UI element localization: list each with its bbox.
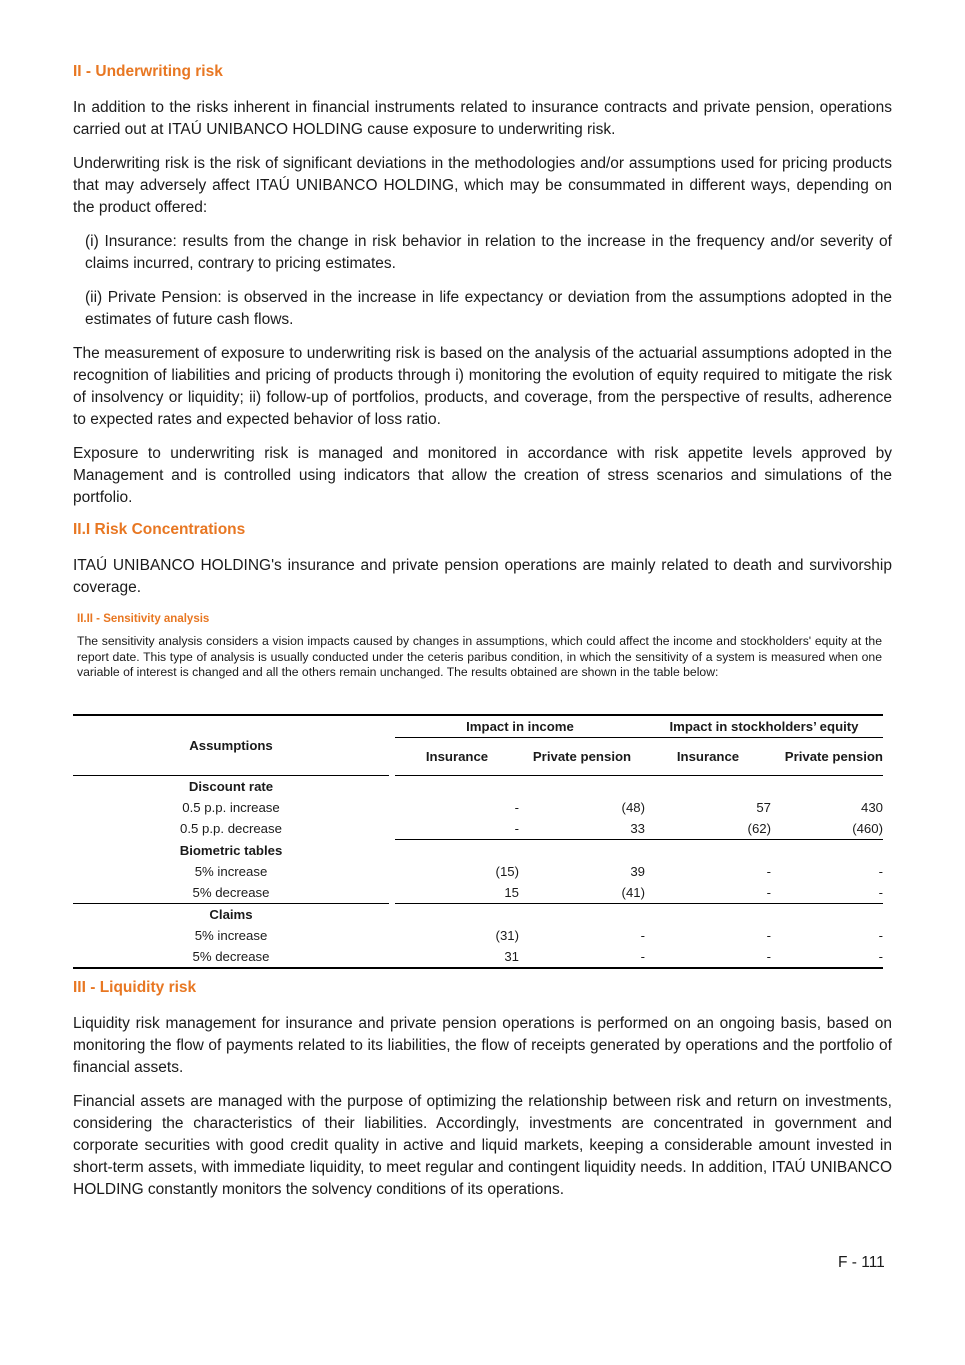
equity-insurance-header: Insurance [645, 738, 771, 776]
table-row [73, 818, 883, 840]
liquidity-paragraph-1: Liquidity risk management for insurance and private pension operations is performed on an ongoing basis, based on monitoring the flow of payments related to its liabilities, the flow of receipts generated by operations and the portfolio of financial assets. [73, 1015, 892, 1076]
cell: - [771, 882, 883, 904]
cell: - [514, 800, 519, 815]
liquidity-heading: III - Liquidity risk [73, 979, 197, 996]
cell: 39 [630, 864, 645, 879]
cell: - [766, 949, 771, 964]
cell: (48) [621, 800, 645, 815]
row-label: 5% decrease [192, 949, 270, 964]
cell: - [395, 818, 519, 840]
income-insurance-header: Insurance [395, 738, 519, 776]
cell: - [878, 864, 883, 879]
cell: - [878, 928, 883, 943]
underwriting-paragraph-1: In addition to the risks inherent in financial instruments related to insurance contracts and private pension, operations carried out at ITAÚ UNIBANCO HOLDING cause exposure to underwriting risk. [73, 99, 892, 138]
concentrations-heading: II.I Risk Concentrations [73, 521, 246, 538]
cell: - [640, 949, 645, 964]
cell: - [878, 949, 883, 964]
cell: - [766, 928, 771, 943]
group-label: Claims [209, 907, 253, 922]
row-label: 5% increase [194, 928, 268, 943]
income-pension-header: Private pension [519, 738, 645, 776]
table-row [73, 946, 883, 968]
table-row [73, 861, 883, 882]
row-label: 5% increase [194, 864, 268, 879]
sensitivity-heading: II.II - Sensitivity analysis [77, 613, 210, 625]
impact-income-header: Impact in income [395, 715, 645, 738]
equity-pension-header: Private pension [771, 738, 883, 776]
assumptions-header: Assumptions [73, 715, 389, 776]
table-row [73, 882, 883, 904]
concentrations-paragraph: ITAÚ UNIBANCO HOLDING's insurance and private pension operations are mainly related to death and survivorship coverage. [73, 557, 892, 596]
cell: (41) [519, 882, 645, 904]
cell: - [645, 882, 771, 904]
cell: 430 [860, 800, 883, 815]
underwriting-paragraph-4: Exposure to underwriting risk is managed and monitored in accordance with risk appetite levels approved by Management and is controlled using indicators that allow the creation of stress scenarios and simulations of the portfolio. [73, 445, 892, 506]
table-row [73, 925, 883, 946]
cell: - [766, 864, 771, 879]
group-label: Discount rate [188, 779, 274, 794]
cell: 15 [395, 882, 519, 904]
row-label: 0.5 p.p. decrease [180, 821, 282, 837]
underwriting-item-pension: (ii) Private Pension: is observed in the increase in life expectancy or deviation from the assumptions adopted in the estimates of future cash flows. [85, 289, 892, 328]
cell: 31 [504, 949, 519, 964]
cell: 57 [756, 800, 771, 815]
cell: - [640, 928, 645, 943]
impact-equity-header: Impact in stockholders’ equity [645, 715, 883, 738]
cell: (31) [495, 928, 519, 943]
table-row [73, 797, 883, 818]
underwriting-paragraph-2: Underwriting risk is the risk of significant deviations in the methodologies and/or assumptions used for pricing products that may adversely affect ITAÚ UNIBANCO HOLDING, which may be consummated in different ways, depending on the product offered: [73, 155, 892, 216]
cell: (460) [771, 818, 883, 840]
row-label: 5% decrease [73, 882, 389, 904]
row-label: 0.5 p.p. increase [182, 800, 280, 815]
group-label: Biometric tables [179, 842, 283, 858]
sensitivity-paragraph: The sensitivity analysis considers a vision impacts caused by changes in assumptions, which could affect the income and stockholders' equity at the report date. This type of analysis is usually conducted under the ceteris paribus condition, in which the sensitivity of a system is measured when one variable of interest is changed and all the others remain unchanged. The results obtained are shown in the table below: [77, 634, 882, 679]
cell: 33 [519, 818, 645, 840]
underwriting-item-insurance: (i) Insurance: results from the change in risk behavior in relation to the increase in the frequency and/or severity of claims incurred, contrary to pricing estimates. [85, 233, 892, 272]
cell: (15) [495, 864, 519, 879]
liquidity-paragraph-2: Financial assets are managed with the purpose of optimizing the relationship between risk and return on investments, considering the characteristics of their liabilities. Accordingly, investments are concentrated in government and corporate securities with good credit quality in active and liquid markets, keeping a considerable amount invested in short-term assets, with immediate liquidity, to meet regular and contingent liquidity needs. In addition, ITAÚ UNIBANCO HOLDING constantly monitors the solvency conditions of its operations. [73, 1093, 892, 1198]
underwriting-paragraph-3: The measurement of exposure to underwriting risk is based on the analysis of the actuarial assumptions adopted in the recognition of liabilities and pricing of products through i) monitoring the evolution of equity required to mitigate the risk of insolvency or liquidity; ii) follow-up of portfolios, products, and coverage, from the perspective of results, adherence to expected rates and expected behavior of loss ratio. [73, 345, 892, 428]
sensitivity-table [73, 714, 883, 969]
cell: (62) [645, 818, 771, 840]
underwriting-heading: II - Underwriting risk [73, 63, 223, 80]
page-number: F - 111 [838, 1254, 885, 1271]
